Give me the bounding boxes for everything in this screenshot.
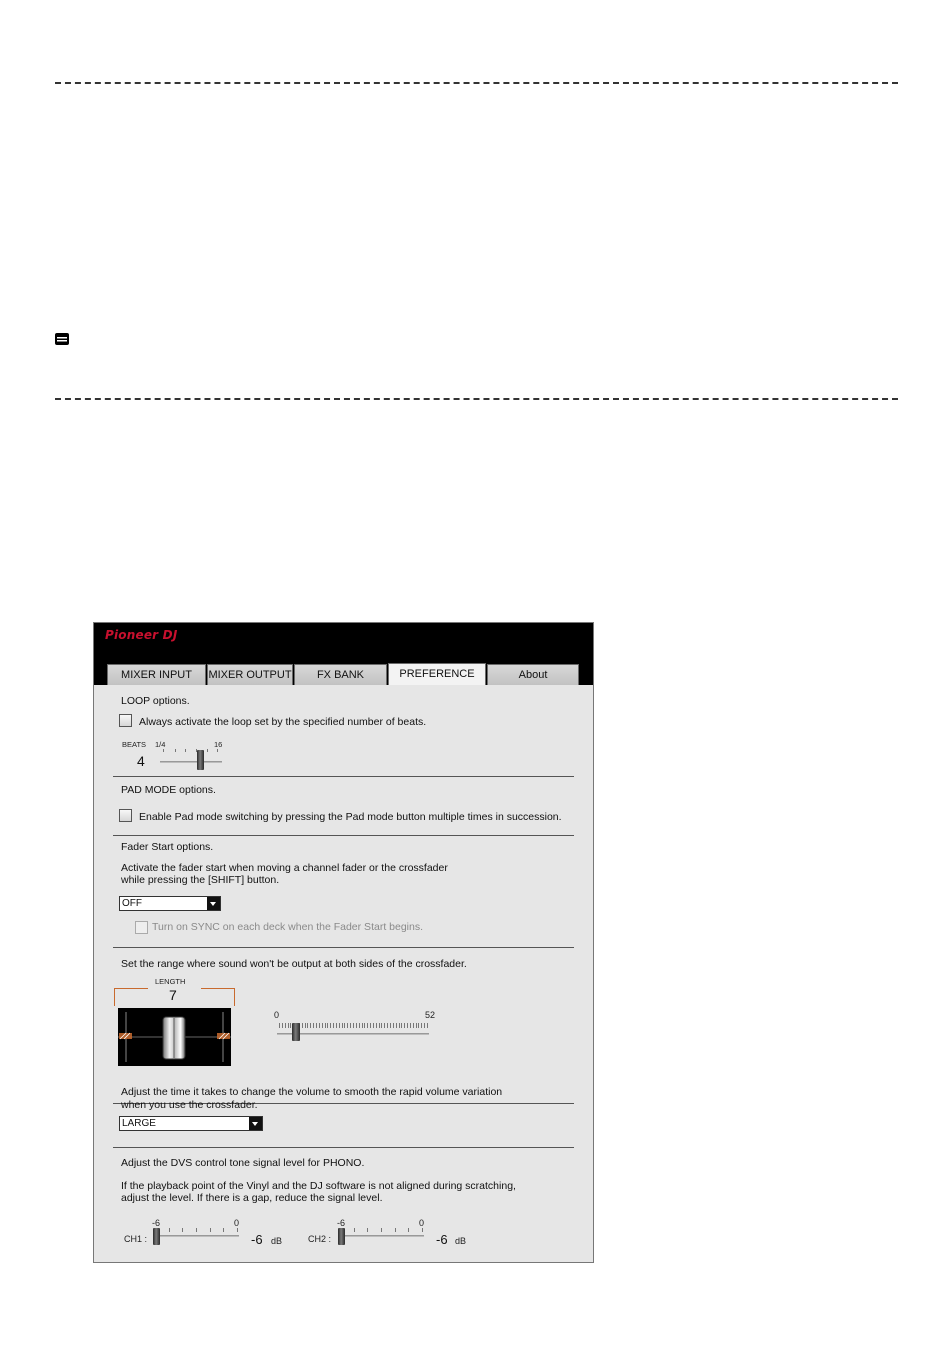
beats-max-label: 16 [214, 740, 223, 749]
tab-fx-bank[interactable]: FX BANK [294, 664, 387, 685]
length-max-label: 52 [425, 1010, 436, 1020]
crossfader-curve-desc-line2: when you use the crossfader. [121, 1099, 258, 1111]
slider-tick [319, 1023, 320, 1028]
slider-tick [396, 1023, 397, 1028]
dvs-desc-line2: adjust the level. If there is a gap, reduce the signal level. [121, 1192, 383, 1204]
slider-tick [325, 1023, 326, 1028]
dashed-separator-middle [55, 398, 898, 400]
tab-about[interactable]: About [487, 664, 579, 685]
brand-logo: Pioneer DJ [105, 628, 178, 642]
section-divider [113, 776, 574, 777]
beats-slider[interactable] [160, 749, 222, 769]
sync-checkbox[interactable] [135, 921, 148, 934]
chevron-down-icon [207, 897, 220, 910]
tab-mixer-input[interactable]: MIXER INPUT [107, 664, 206, 685]
length-value: 7 [169, 987, 177, 1003]
ch1-max-label: 0 [234, 1218, 240, 1228]
slider-tick [344, 1023, 345, 1028]
ch1-slider[interactable] [153, 1228, 239, 1246]
slider-tick [407, 1023, 408, 1028]
ch2-max-label: 0 [419, 1218, 425, 1228]
ch1-min-label: -6 [152, 1218, 161, 1228]
slider-tick [367, 1228, 368, 1232]
loop-options-title: LOOP options. [121, 695, 190, 707]
slider-tick [322, 1023, 323, 1028]
ch2-value: -6 [436, 1232, 448, 1247]
pad-mode-checkbox-label: Enable Pad mode switching by pressing the Pad mode button multiple times in succession. [139, 811, 562, 823]
slider-tick [401, 1023, 402, 1028]
slider-tick [362, 1023, 363, 1028]
crossfader-curve-select[interactable] [119, 1116, 263, 1131]
slider-tick [282, 1023, 283, 1028]
slider-tick [364, 1023, 365, 1028]
slider-tick [367, 1023, 368, 1028]
fader-start-desc-line2: while pressing the [SHIFT] button. [121, 874, 280, 886]
beats-value: 4 [137, 753, 145, 769]
slider-tick [310, 1023, 311, 1028]
slider-tick [390, 1023, 391, 1028]
slider-tick [313, 1023, 314, 1028]
dvs-desc-line1: If the playback point of the Vinyl and the DJ software is not aligned during scratching, [121, 1180, 516, 1192]
slider-tick [422, 1228, 423, 1232]
crossfader-curve-desc-line1: Adjust the time it takes to change the volume to smooth the rapid volume variation [121, 1086, 503, 1098]
slider-tick [395, 1228, 396, 1232]
slider-tick [413, 1023, 414, 1028]
preference-panel [94, 685, 593, 1262]
loop-checkbox[interactable] [119, 714, 132, 727]
crossfader-range-title: Set the range where sound won't be output at both sides of the crossfader. [121, 958, 467, 970]
slider-tick [399, 1023, 400, 1028]
slider-tick [196, 1228, 197, 1232]
slider-tick [379, 1023, 380, 1028]
note-icon [55, 333, 69, 345]
pad-mode-title: PAD MODE options. [121, 784, 216, 796]
ch2-slider[interactable] [338, 1228, 424, 1246]
slider-tick [210, 1228, 211, 1232]
chevron-down-icon [249, 1117, 262, 1130]
beats-min-label: 1/4 [155, 740, 166, 749]
length-min-label: 0 [274, 1010, 280, 1020]
ch1-value: -6 [251, 1232, 263, 1247]
slider-tick [427, 1023, 428, 1028]
slider-tick [305, 1023, 306, 1028]
slider-tick [387, 1023, 388, 1028]
tab-preference[interactable]: PREFERENCE [388, 663, 486, 685]
slider-tick [285, 1023, 286, 1028]
slider-tick [342, 1023, 343, 1028]
slider-tick [279, 1023, 280, 1028]
slider-tick [223, 1228, 224, 1232]
slider-tick [330, 1023, 331, 1028]
slider-tick [373, 1023, 374, 1028]
fader-start-title: Fader Start options. [121, 841, 214, 853]
utility-window [93, 622, 594, 1263]
section-divider [113, 835, 574, 836]
slider-tick [347, 1023, 348, 1028]
slider-tick [316, 1023, 317, 1028]
beats-slider-thumb[interactable] [197, 750, 204, 770]
slider-tick [339, 1023, 340, 1028]
slider-tick [424, 1023, 425, 1028]
fader-start-desc-line1: Activate the fader start when moving a channel fader or the crossfader [121, 862, 448, 874]
length-label: LENGTH [155, 977, 186, 986]
slider-tick [237, 1228, 238, 1232]
cut-range-marker-left [114, 988, 148, 1006]
loop-checkbox-label: Always activate the loop set by the specified number of beats. [139, 716, 427, 728]
dashed-separator-top [55, 82, 898, 84]
slider-tick [376, 1023, 377, 1028]
slider-tick [416, 1023, 417, 1028]
ch2-min-label: -6 [337, 1218, 346, 1228]
slider-tick [381, 1023, 382, 1028]
slider-tick [356, 1023, 357, 1028]
slider-tick [182, 1228, 183, 1232]
beats-label: BEATS [122, 740, 147, 749]
slider-tick [408, 1228, 409, 1232]
ch1-slider-thumb[interactable] [153, 1228, 160, 1245]
slider-tick [384, 1023, 385, 1028]
slider-tick [359, 1023, 360, 1028]
crossfader-curve-select-value: LARGE [122, 1118, 156, 1129]
length-slider-thumb[interactable] [292, 1023, 300, 1041]
crossfader-preview [118, 1008, 231, 1066]
slider-tick [421, 1023, 422, 1028]
slider-tick [288, 1023, 289, 1028]
ch2-label: CH2 : [308, 1234, 332, 1244]
tab-mixer-output[interactable]: MIXER OUTPUT [207, 664, 293, 685]
slider-tick [370, 1023, 371, 1028]
slider-tick [353, 1023, 354, 1028]
slider-tick [393, 1023, 394, 1028]
window-header [94, 623, 593, 685]
slider-tick [354, 1228, 355, 1232]
slider-tick [350, 1023, 351, 1028]
slider-tick [381, 1228, 382, 1232]
pad-mode-checkbox[interactable] [119, 809, 132, 822]
fader-start-select[interactable] [119, 896, 221, 911]
slider-tick [302, 1023, 303, 1028]
slider-tick [418, 1023, 419, 1028]
fader-start-select-value: OFF [122, 898, 142, 909]
section-divider [113, 947, 574, 948]
slider-tick [410, 1023, 411, 1028]
ch1-label: CH1 : [124, 1234, 148, 1244]
ch2-slider-thumb[interactable] [338, 1228, 345, 1245]
slider-tick [307, 1023, 308, 1028]
slider-tick [169, 1228, 170, 1232]
length-slider[interactable] [277, 1023, 429, 1043]
section-divider [113, 1147, 574, 1148]
slider-tick [327, 1023, 328, 1028]
slider-tick [336, 1023, 337, 1028]
ch1-unit: dB [271, 1236, 283, 1246]
sync-checkbox-label: Turn on SYNC on each deck when the Fader Start begins. [152, 921, 424, 933]
cut-range-marker-right [201, 988, 235, 1006]
slider-tick [333, 1023, 334, 1028]
ch2-unit: dB [455, 1236, 467, 1246]
dvs-title: Adjust the DVS control tone signal level for PHONO. [121, 1157, 365, 1169]
slider-tick [404, 1023, 405, 1028]
